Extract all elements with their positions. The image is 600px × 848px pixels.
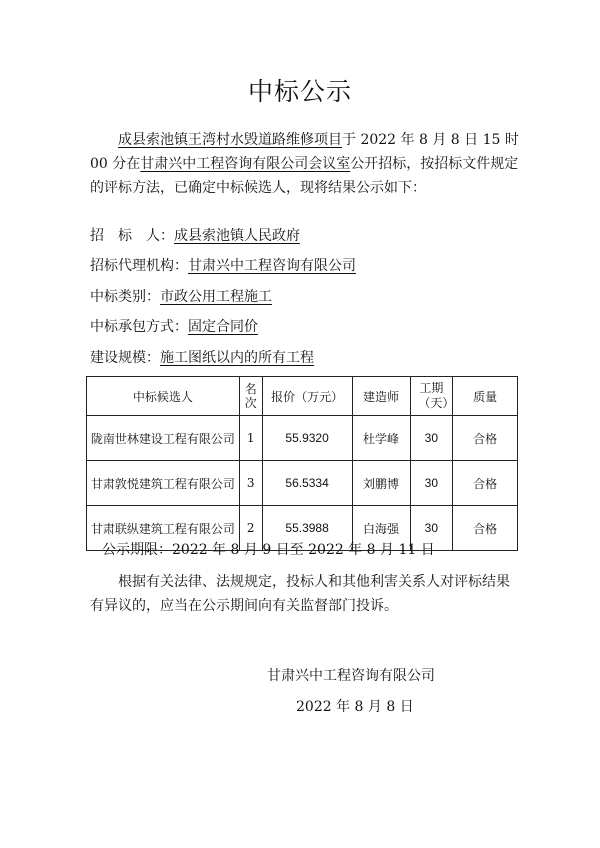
- complaint-line-1: 根据有关法律、法规规定，投标人和其他利害关系人对评标结果: [118, 574, 510, 590]
- cell-builder: 白海强: [352, 506, 410, 551]
- signature-org: 甘肃兴中工程咨询有限公司: [267, 668, 435, 684]
- table-row: [87, 461, 518, 506]
- header-candidate: 中标候选人: [87, 377, 240, 416]
- category-line: [90, 287, 272, 307]
- agency-line: [90, 256, 356, 276]
- cell-quality: 合格: [453, 416, 518, 461]
- page-title: 中标公示: [247, 77, 352, 106]
- cell-price: 56.5334: [262, 461, 352, 506]
- table-row: [87, 416, 518, 461]
- agency-value: 甘肃兴中工程咨询有限公司: [188, 258, 356, 274]
- signature-date: 2022 年 8 月 8 日: [296, 699, 414, 715]
- cell-rank: 2: [239, 506, 262, 551]
- cell-period: 30: [410, 416, 453, 461]
- cell-builder: 刘鹏博: [352, 461, 410, 506]
- venue: 甘肃兴中工程咨询有限公司会议室: [140, 156, 351, 172]
- complaint-line-2: 有异议的，应当在公示期间向有关监督部门投诉。: [90, 598, 398, 614]
- project-name: 成县索池镇王湾村水毁道路维修项目: [118, 132, 342, 148]
- cell-period: 30: [410, 461, 453, 506]
- header-rank: 名次: [239, 377, 262, 416]
- header-quality: 质量: [453, 377, 518, 416]
- contract-label: 中标承包方式：: [90, 319, 188, 335]
- notice-period: 公示期限：2022 年 8 月 9 日至 2022 年 8 月 11 日: [102, 542, 435, 558]
- agency-label: 招标代理机构：: [90, 258, 188, 274]
- tenderer-line: [90, 226, 300, 246]
- category-value: 市政公用工程施工: [160, 289, 272, 305]
- cell-rank: 3: [239, 461, 262, 506]
- scale-line: [90, 348, 314, 368]
- intro-text-3: 公开招标，按招标文件规定: [350, 156, 519, 172]
- cell-period: 30: [410, 506, 453, 551]
- cell-price: 55.9320: [262, 416, 352, 461]
- cell-quality: 合格: [453, 461, 518, 506]
- cell-quality: 合格: [453, 506, 518, 551]
- intro-text-4: 的评标方法，已确定中标候选人，现将结果公示如下：: [90, 180, 426, 196]
- intro-text-1: 于 2022 年 8 月 8 日 15 时: [342, 132, 519, 148]
- cell-rank: 1: [239, 416, 262, 461]
- tenderer-value: 成县索池镇人民政府: [174, 228, 300, 244]
- scale-label: 建设规模：: [90, 350, 160, 366]
- cell-price: 55.3988: [262, 506, 352, 551]
- intro-paragraph: [90, 128, 522, 200]
- cell-candidate: 陇南世林建设工程有限公司: [87, 416, 240, 461]
- contract-value: 固定合同价: [188, 319, 258, 335]
- cell-candidate: 甘肃敦悦建筑工程有限公司: [87, 461, 240, 506]
- cell-builder: 杜学峰: [352, 416, 410, 461]
- tenderer-label: 招 标 人：: [90, 228, 174, 244]
- scale-value: 施工图纸以内的所有工程: [160, 350, 314, 366]
- table-header-row: [87, 377, 518, 416]
- intro-text-2: 00 分在: [90, 156, 141, 172]
- contract-line: [90, 317, 258, 337]
- candidates-table: [86, 376, 518, 551]
- cell-candidate: 甘肃联纵建筑工程有限公司: [87, 506, 240, 551]
- complaint-paragraph: [90, 570, 522, 618]
- category-label: 中标类别：: [90, 289, 160, 305]
- header-builder: 建造师: [352, 377, 410, 416]
- header-period: 工期（天）: [410, 377, 453, 416]
- header-price: 报价（万元）: [262, 377, 352, 416]
